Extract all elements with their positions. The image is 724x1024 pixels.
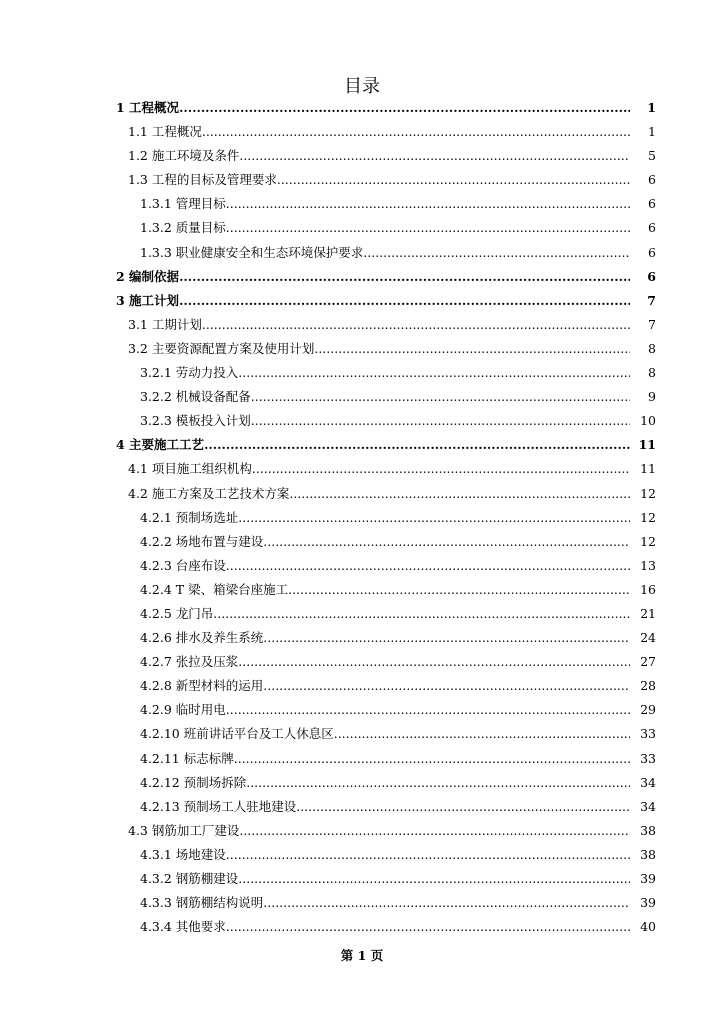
toc-entry[interactable] [0,120,724,144]
dot-leader [226,698,630,722]
toc-entry[interactable] [0,530,724,554]
toc-entry-title: 3 施工计划 [116,292,180,308]
toc-entry-title: 4.2.12 预制场拆除 [140,774,247,790]
toc-entry-page-number: 6 [648,220,656,236]
toc-entry-title: 4.3.2 钢筋棚建设 [140,871,239,886]
toc-entry-page-number: 5 [648,148,656,164]
dot-leader [296,795,630,819]
toc-entry-title: 1.3.3 职业健康安全和生态环境保护要求 [140,244,364,260]
toc-entry-title: 3.2.3 模板投入计划 [140,413,251,429]
toc-entry-page-number: 10 [640,413,656,429]
dot-leader [251,409,630,433]
toc-entry-title: 4.3.4 其他要求 [140,919,226,935]
toc-entry-page-number: 1 [647,100,656,115]
toc-entry[interactable] [0,96,724,120]
toc-entry-title: 4.2.8 新型材料的运用 [140,678,264,694]
toc-entry-page-number: 1 [648,124,656,140]
toc-entry[interactable] [0,674,724,698]
toc-entry[interactable] [0,337,724,361]
page-title: 目录 [344,76,380,97]
toc-entry[interactable] [0,747,724,771]
dot-leader [226,915,630,939]
toc-entry-title: 4.2.5 龙门吊 [140,605,214,621]
toc-entry[interactable] [0,891,724,915]
toc-entry-title: 4.1 项目施工组织机构 [128,461,252,477]
toc-entry[interactable] [0,626,724,650]
toc-entry[interactable] [0,506,724,530]
toc-entry[interactable] [0,554,724,578]
toc-entry[interactable] [0,241,724,265]
toc-entry-page-number: 16 [640,581,656,597]
toc-entry-page-number: 21 [640,605,656,621]
toc-entry-title: 1.3.1 管理目标 [140,196,226,212]
toc-entry[interactable] [0,289,724,313]
toc-entry-title: 4.2 施工方案及工艺技术方案 [128,485,290,501]
dot-leader [289,482,630,506]
toc-entry-page-number: 40 [640,919,656,935]
toc-entry-page-number: 9 [648,389,656,405]
toc-entry-title: 4.2.4 T 梁、箱梁台座施工 [140,581,289,597]
toc-entry[interactable] [0,867,724,891]
toc-entry-page-number: 6 [648,196,656,212]
toc-entry[interactable] [0,265,724,289]
toc-entry-page-number: 11 [638,437,656,453]
dot-leader [234,747,630,771]
dot-leader [263,626,630,650]
toc-entry-title: 4 主要施工工艺 [116,437,205,453]
page-footer: 第 1 页 [340,948,384,963]
toc-entry-title: 4.2.10 班前讲话平台及工人休息区 [140,726,334,742]
toc-entry-page-number: 6 [648,244,656,260]
dot-leader [363,241,630,265]
toc-entry-title: 3.2.2 机械设备配备 [140,389,251,405]
toc-entry-title: 4.2.2 场地布置与建设 [140,533,264,549]
dot-leader [238,650,630,674]
dot-leader [251,385,630,409]
toc-entry[interactable] [0,192,724,216]
dot-leader [246,771,630,795]
dot-leader [238,867,630,891]
toc-entry-page-number: 12 [640,533,656,549]
toc-entry-page-number: 13 [640,557,656,573]
dot-leader [239,144,630,168]
toc-entry-title: 1.1 工程概况 [128,124,202,140]
toc-entry[interactable] [0,915,724,939]
toc-entry-title: 4.3.3 钢筋棚结构说明 [140,895,264,911]
dot-leader [202,120,630,144]
toc-entry-page-number: 24 [640,630,656,646]
toc-entry[interactable] [0,602,724,626]
dot-leader [288,578,630,602]
toc-entry[interactable] [0,795,724,819]
toc-entry[interactable] [0,457,724,481]
toc-entry-page-number: 33 [640,750,656,766]
dot-leader [334,722,630,746]
toc-entry-title: 4.2.13 预制场工人驻地建设 [140,798,297,814]
toc-entry-page-number: 28 [640,678,656,694]
toc-entry[interactable] [0,216,724,240]
dot-leader [263,674,630,698]
toc-entry[interactable] [0,144,724,168]
toc-entry[interactable] [0,409,724,433]
dot-leader [238,361,630,385]
toc-entry-page-number: 38 [640,846,656,862]
toc-entry[interactable] [0,313,724,337]
toc-entry-title: 4.2.7 张拉及压浆 [140,654,239,670]
dot-leader [202,313,630,337]
toc-entry-title: 3.1 工期计划 [128,316,202,332]
toc-entry-page-number: 27 [640,654,656,670]
toc-entry-page-number: 29 [640,702,656,718]
toc-entry[interactable] [0,771,724,795]
dot-leader [213,602,630,626]
dot-leader [239,819,630,843]
dot-leader [277,168,630,192]
toc-entry[interactable] [0,482,724,506]
dot-leader [314,337,630,361]
dot-leader [179,96,630,120]
toc-entry-page-number: 33 [640,726,656,742]
toc-entry-page-number: 34 [640,798,656,814]
dot-leader [252,457,630,481]
toc-entry-page-number: 7 [648,316,656,332]
toc-entry-title: 4.3 钢筋加工厂建设 [128,822,240,838]
dot-leader [226,192,630,216]
toc-entry-page-number: 8 [648,340,656,356]
toc-entry-title: 1.2 施工环境及条件 [128,148,240,164]
toc-entry-title: 3.2 主要资源配置方案及使用计划 [128,340,315,356]
toc-entry[interactable] [0,650,724,674]
dot-leader [179,265,630,289]
dot-leader [226,843,630,867]
toc-entry-title: 1.3 工程的目标及管理要求 [128,172,277,188]
toc-entry[interactable] [0,819,724,843]
toc-entry-title: 4.2.11 标志标牌 [140,750,234,766]
toc-entry-page-number: 12 [640,485,656,501]
toc-entry-page-number: 7 [647,292,656,308]
toc-entry-page-number: 39 [640,895,656,911]
toc-entry-page-number: 8 [648,365,656,381]
toc-entry-title: 4.3.1 场地建设 [140,846,226,862]
toc-entry-title: 4.2.6 排水及养生系统 [140,630,264,646]
toc-entry[interactable] [0,578,724,602]
toc-entry-title: 1 工程概况 [116,100,180,115]
toc-entry-title: 3.2.1 劳动力投入 [140,365,239,381]
toc-entry-page-number: 12 [640,509,656,525]
dot-leader [226,554,630,578]
toc-entry-title: 2 编制依据 [116,268,180,284]
toc-entry[interactable] [0,843,724,867]
toc-entry-title: 4.2.9 临时用电 [140,702,226,718]
toc-entry[interactable] [0,722,724,746]
toc-entry-title: 4.2.3 台座布设 [140,557,226,573]
toc-entry-page-number: 11 [640,461,656,477]
toc-entry[interactable] [0,168,724,192]
dot-leader [204,433,630,457]
toc-entry-page-number: 6 [647,268,656,284]
toc-entry-title: 4.2.1 预制场选址 [140,509,239,525]
toc-entry[interactable] [0,433,724,457]
toc-entry[interactable] [0,698,724,722]
toc-entry-title: 1.3.2 质量目标 [140,220,226,236]
toc-entry[interactable] [0,361,724,385]
toc-entry-page-number: 39 [640,871,656,886]
table-of-contents [0,96,724,939]
toc-entry-page-number: 38 [640,822,656,838]
dot-leader [179,289,630,313]
dot-leader [238,506,630,530]
dot-leader [226,216,630,240]
dot-leader [263,530,630,554]
dot-leader [263,891,630,915]
toc-entry-page-number: 6 [648,172,656,188]
toc-entry-page-number: 34 [640,774,656,790]
toc-entry[interactable] [0,385,724,409]
